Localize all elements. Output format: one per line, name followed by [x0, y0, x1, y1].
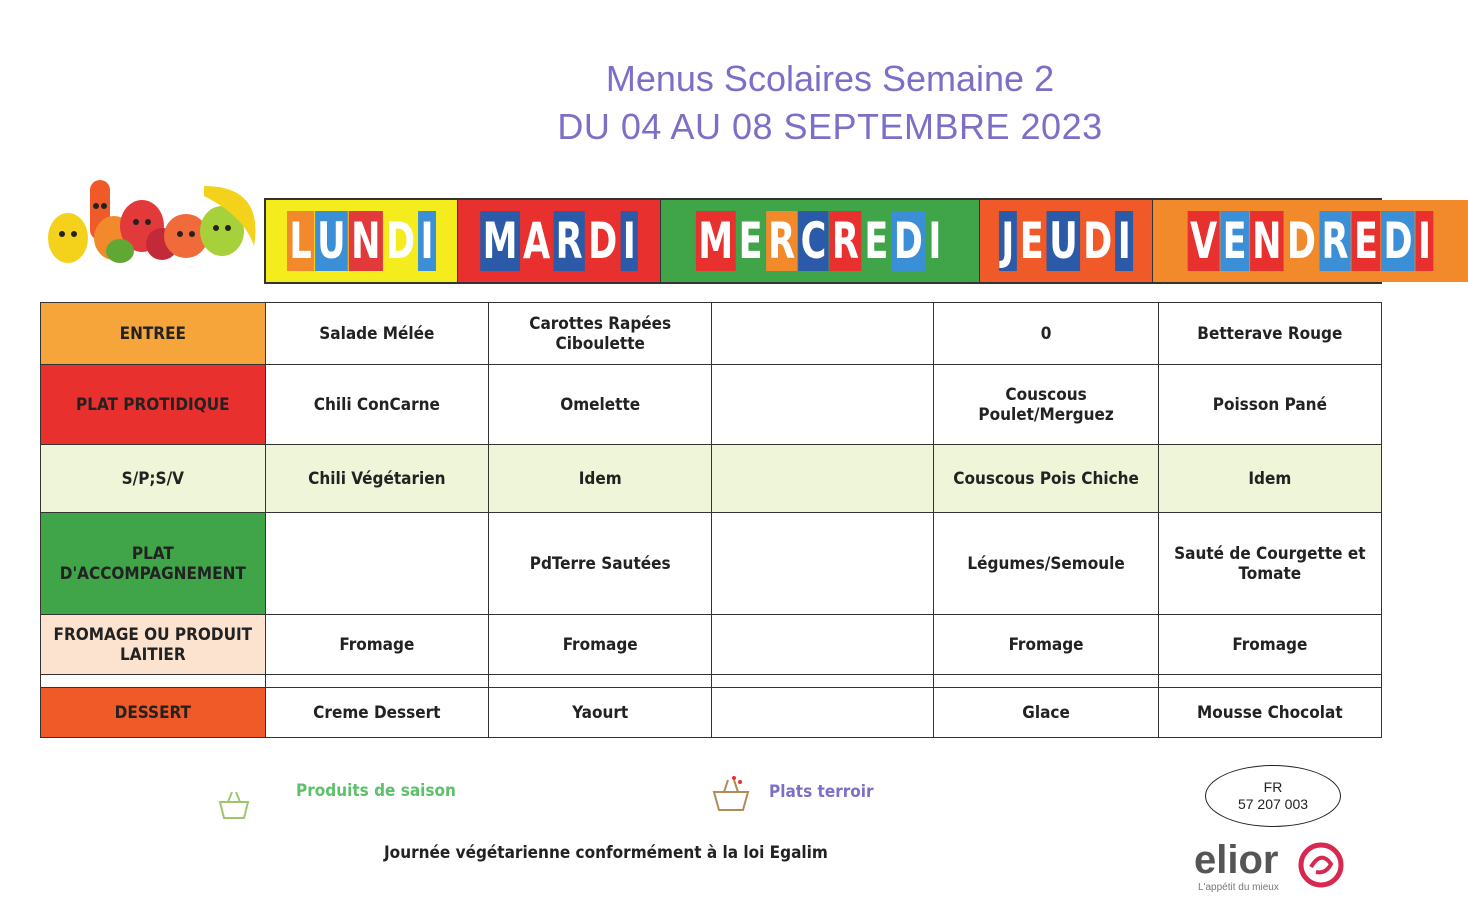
menu-cell: Légumes/Semoule	[934, 513, 1158, 615]
logo-tagline: L'appétit du mieux	[1198, 882, 1279, 893]
menu-cell	[712, 365, 934, 445]
menu-cell: Chili Végétarien	[265, 445, 488, 513]
day-letter: R	[830, 211, 862, 271]
menu-cell: Betterave Rouge	[1158, 303, 1381, 365]
legend-local-dishes: Plats terroir	[769, 782, 874, 802]
weekday-header	[264, 198, 1432, 284]
day-letter: I	[418, 211, 436, 271]
table-row	[41, 445, 1382, 513]
fruits-vegetables-illustration	[44, 176, 264, 271]
day-letter: J	[999, 211, 1017, 271]
day-header-lundi	[266, 200, 458, 282]
day-letter: D	[1285, 211, 1319, 271]
menu-cell	[712, 303, 934, 365]
day-name	[1188, 211, 1434, 271]
badge-number: 57 207 003	[1237, 796, 1309, 812]
menu-cell: Couscous Pois Chiche	[934, 445, 1158, 513]
day-name	[999, 211, 1133, 271]
menu-cell: Poisson Pané	[1158, 365, 1381, 445]
category-label: PLAT D'ACCOMPAGNEMENT	[41, 513, 266, 615]
day-letter: M	[696, 211, 736, 271]
day-letter: V	[1188, 211, 1220, 271]
menu-title: Menus Scolaires Semaine 2	[605, 58, 1055, 99]
table-row	[41, 513, 1382, 615]
table-row	[41, 615, 1382, 675]
day-letter: A	[521, 211, 553, 271]
basket-icon	[214, 788, 254, 824]
day-name	[287, 211, 436, 271]
category-label: ENTREE	[41, 303, 266, 365]
menu-cell	[265, 513, 488, 615]
spacer-row	[41, 675, 1382, 688]
menu-cell: 0	[934, 303, 1158, 365]
category-label: DESSERT	[41, 688, 266, 738]
day-letter: I	[926, 211, 944, 271]
menu-cell: Sauté de Courgette et Tomate	[1158, 513, 1381, 615]
day-letter: D	[892, 211, 926, 271]
day-letter: I	[620, 211, 638, 271]
elior-logo	[1194, 838, 1354, 898]
day-header-mardi	[458, 200, 661, 282]
day-letter: E	[1017, 211, 1046, 271]
day-letter: C	[799, 211, 829, 271]
badge-country: FR	[1263, 779, 1283, 795]
elior-swirl-icon	[1298, 842, 1344, 888]
vegetarian-note: Journée végétarienne conformément à la loi Egalim	[384, 843, 828, 863]
menu-cell: Idem	[489, 445, 712, 513]
menu-cell: Creme Dessert	[265, 688, 488, 738]
day-letter: U	[315, 211, 348, 271]
day-letter: N	[349, 211, 383, 271]
day-letter: D	[384, 211, 418, 271]
day-letter: U	[1047, 211, 1080, 271]
day-letter: I	[1416, 211, 1434, 271]
day-letter: E	[737, 211, 766, 271]
approval-badge	[1205, 765, 1341, 827]
menu-cell: Fromage	[489, 615, 712, 675]
menu-cell: PdTerre Sautées	[489, 513, 712, 615]
legend-seasonal-products: Produits de saison	[296, 781, 456, 801]
table-row	[41, 303, 1382, 365]
day-letter: D	[586, 211, 620, 271]
logo-name: elior	[1194, 838, 1279, 882]
day-letter: E	[862, 211, 891, 271]
menu-cell	[712, 615, 934, 675]
table-row	[41, 365, 1382, 445]
menu-cell: Carottes Rapées Ciboulette	[489, 303, 712, 365]
menu-cell: Chili ConCarne	[265, 365, 488, 445]
menu-cell: Yaourt	[489, 688, 712, 738]
table-row	[41, 688, 1382, 738]
menu-cell	[712, 688, 934, 738]
day-letter: M	[480, 211, 520, 271]
category-label: PLAT PROTIDIQUE	[41, 365, 266, 445]
day-letter: D	[1081, 211, 1115, 271]
day-letter: N	[1250, 211, 1284, 271]
day-letter: R	[1319, 211, 1351, 271]
menu-cell: Fromage	[1158, 615, 1381, 675]
day-header-jeudi	[980, 200, 1153, 282]
day-header-mercredi	[661, 200, 980, 282]
day-letter: R	[553, 211, 585, 271]
menu-cell: Glace	[934, 688, 1158, 738]
day-name	[696, 211, 944, 271]
category-label: FROMAGE OU PRODUIT LAITIER	[41, 615, 266, 675]
menu-cell: Fromage	[934, 615, 1158, 675]
day-letter: L	[287, 211, 314, 271]
menu-cell	[712, 445, 934, 513]
day-letter: R	[766, 211, 798, 271]
menu-dates: DU 04 AU 08 SEPTEMBRE 2023	[557, 106, 1103, 147]
menu-cell: Idem	[1158, 445, 1381, 513]
menu-cell: Omelette	[489, 365, 712, 445]
menu-cell	[712, 513, 934, 615]
menu-cell: Mousse Chocolat	[1158, 688, 1381, 738]
day-letter: D	[1381, 211, 1415, 271]
menu-cell: Fromage	[265, 615, 488, 675]
menu-cell: Couscous Poulet/Merguez	[934, 365, 1158, 445]
menu-table	[40, 302, 1382, 738]
day-letter: E	[1220, 211, 1249, 271]
day-name	[480, 211, 638, 271]
day-header-vendredi	[1153, 200, 1468, 282]
menu-cell: Salade Mélée	[265, 303, 488, 365]
category-label: S/P;S/V	[41, 445, 266, 513]
farm-basket-icon	[706, 774, 756, 814]
day-letter: I	[1115, 211, 1133, 271]
day-letter: E	[1352, 211, 1381, 271]
